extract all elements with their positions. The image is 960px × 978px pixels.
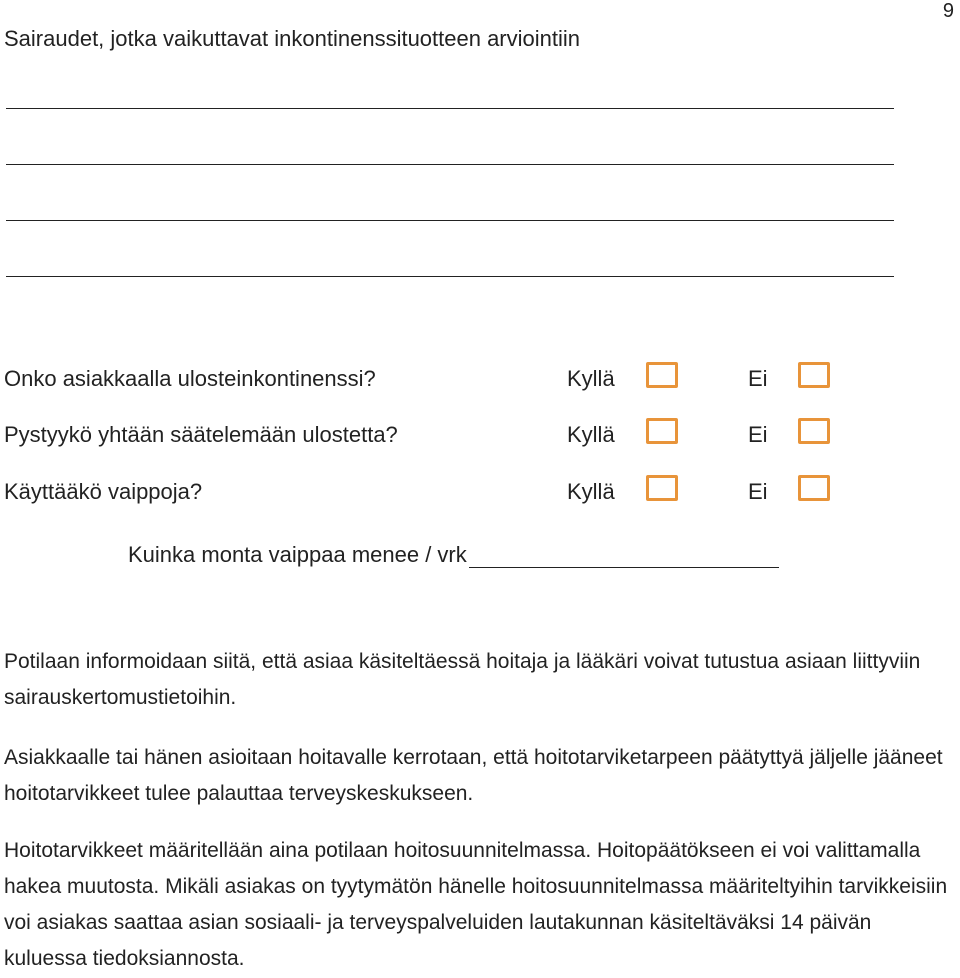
no-label: Ei bbox=[748, 366, 768, 391]
section-heading: Sairaudet, jotka vaikuttavat inkontinenssituotteen arviointiin bbox=[4, 26, 581, 51]
yes-label: Kyllä bbox=[567, 422, 615, 447]
paragraph-return-supplies: Asiakkaalle tai hänen asioitaan hoitavalle kerrotaan, että hoitotarviketarpeen päätyttyä jäljelle jääneet hoitotarvikkeet tulee palauttaa terveyskeskukseen. bbox=[4, 746, 943, 805]
diaper-count-row bbox=[128, 542, 779, 568]
no-label: Ei bbox=[748, 479, 768, 504]
paragraph-care-plan: Hoitotarvikkeet määritellään aina potilaan hoitosuunnitelmassa. Hoitopäätökseen ei voi valittamalla hakea muutosta. Mikäli asiakas on tyytymätön hänelle hoitosuunnitelmassa määriteltyihin tarvikkeisiin voi asiakas saattaa asian sosiaali- ja terveyspalveluiden lautakunnan käsiteltäväksi 14 päivän kuluessa tiedoksiannosta. bbox=[4, 839, 948, 970]
yes-checkbox[interactable] bbox=[646, 418, 678, 444]
question-text: Onko asiakkaalla ulosteinkontinenssi? bbox=[4, 366, 376, 391]
answer-line-3[interactable] bbox=[6, 220, 894, 221]
question-row-stool-incontinence bbox=[0, 366, 960, 406]
paragraph-information: Potilaan informoidaan siitä, että asiaa käsiteltäessä hoitaja ja lääkäri voivat tutustua asiaan liittyviin sairauskertomustietoihin. bbox=[4, 650, 921, 709]
page-number: 9 bbox=[942, 0, 954, 22]
yes-checkbox[interactable] bbox=[646, 475, 678, 501]
question-row-stool-control bbox=[0, 422, 960, 462]
answer-line-4[interactable] bbox=[6, 276, 894, 277]
question-text: Käyttääkö vaippoja? bbox=[4, 479, 203, 504]
yes-label: Kyllä bbox=[567, 479, 615, 504]
yes-checkbox[interactable] bbox=[646, 362, 678, 388]
diaper-count-field[interactable] bbox=[469, 543, 779, 568]
no-checkbox[interactable] bbox=[798, 418, 830, 444]
question-row-diapers bbox=[0, 479, 960, 519]
answer-line-2[interactable] bbox=[6, 164, 894, 165]
no-label: Ei bbox=[748, 422, 768, 447]
no-checkbox[interactable] bbox=[798, 362, 830, 388]
question-text: Pystyykö yhtään säätelemään ulostetta? bbox=[4, 422, 398, 447]
answer-line-1[interactable] bbox=[6, 108, 894, 109]
no-checkbox[interactable] bbox=[798, 475, 830, 501]
yes-label: Kyllä bbox=[567, 366, 615, 391]
diaper-count-label: Kuinka monta vaippaa menee / vrk bbox=[128, 542, 467, 567]
